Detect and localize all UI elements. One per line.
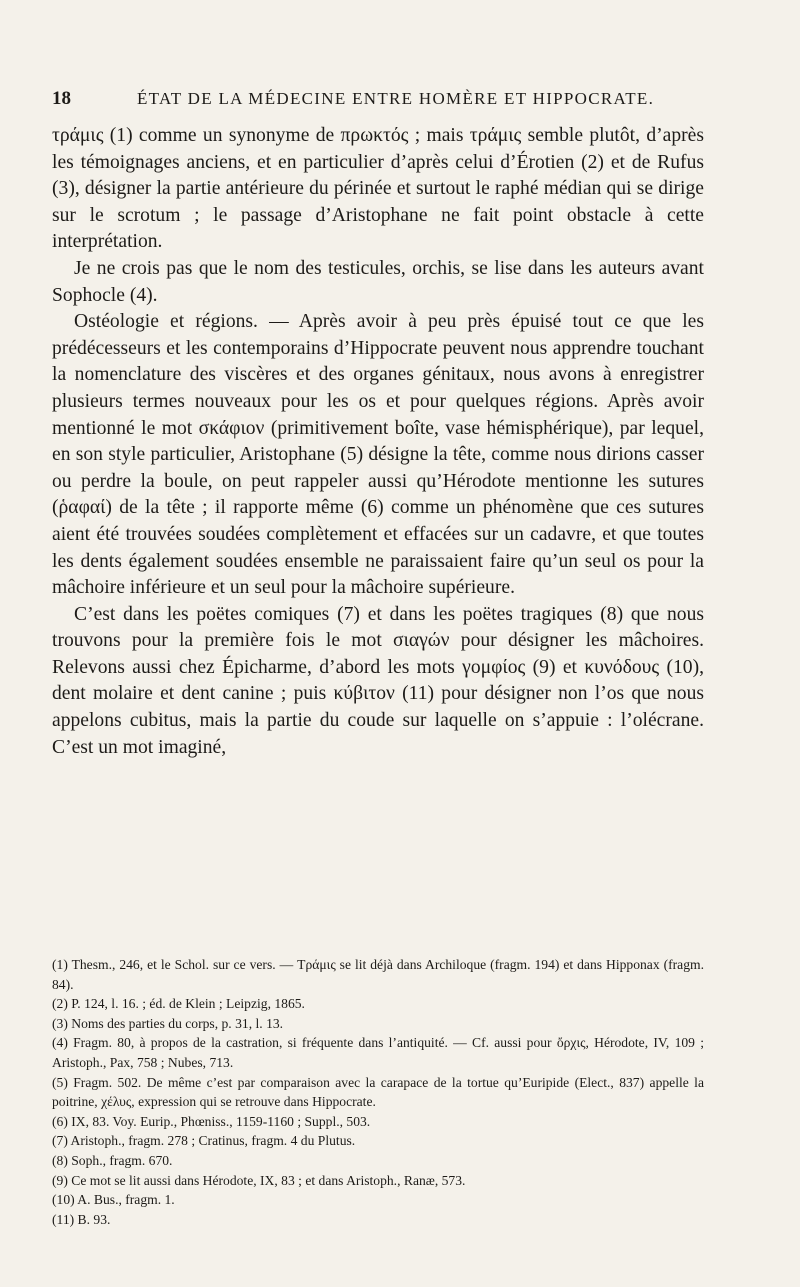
running-head: ÉTAT DE LA MÉDECINE ENTRE HOMÈRE ET HIPPOCRATE. xyxy=(137,89,655,108)
main-text xyxy=(52,123,704,761)
footnote-6: (6) IX, 83. Voy. Eurip., Phœniss., 1159-1160 ; Suppl., 503. xyxy=(52,1113,371,1129)
paragraph-3: Ostéologie et régions. — Après avoir à peu près épuisé tout ce que les prédécesseurs et les contemporains d’Hippocrate peuvent nous apprendre touchant la nomenclature des viscères et des organes génitaux, nous avons à enregistrer plusieurs termes nouveaux pour les os et pour quelques régions. Après avoir mentionné le mot σκάφιον (primitivement boîte, vase hémisphérique), par lequel, en son style particulier, Aristophane (5) désigne la tête, comme nous dirions casser ou perdre la boule, on peut rappeler aussi qu’Hérodote mentionne les sutures (ῥαφαί) de la tête ; il rapporte même (6) comme un phénomène que ces sutures aient été trouvées soudées complètement et effacées sur un cadavre, et que toutes les dents également soudées ensemble ne paraissaient faire qu’un seul os pour la mâchoire inférieure et un seul pour la mâchoire supérieure. xyxy=(52,311,704,599)
footnote-1: (1) Thesm., 246, et le Schol. sur ce vers. — Τράμις se lit déjà dans Archiloque (fragm. 194) et dans Hipponax (fragm. 84). xyxy=(52,957,704,992)
footnote-10: (10) A. Bus., fragm. 1. xyxy=(52,1192,175,1208)
footnote-4: (4) Fragm. 80, à propos de la castration, si fréquente dans l’antiquité. — Cf. aussi pour ὄρχις, Hérodote, IV, 109 ; Aristoph., Pax, 758 ; Nubes, 713. xyxy=(52,1035,704,1070)
footnote-2: (2) P. 124, l. 16. ; éd. de Klein ; Leipzig, 1865. xyxy=(52,996,305,1012)
page-number: 18 xyxy=(52,88,71,109)
footnotes xyxy=(52,955,704,1229)
paragraph-2: Je ne crois pas que le nom des testicules, orchis, se lise dans les auteurs avant Sophocle (4). xyxy=(52,257,704,306)
footnote-11: (11) B. 93. xyxy=(52,1211,111,1227)
footnote-3: (3) Noms des parties du corps, p. 31, l. 13. xyxy=(52,1015,284,1031)
paragraph-4: C’est dans les poëtes comiques (7) et dans les poëtes tragiques (8) que nous trouvons pour la première fois le mot σιαγών pour désigner les mâchoires. Relevons aussi chez Épicharme, d’abord les mots γομφίος (9) et κυνόδους (10), dent molaire et dent canine ; puis κύβιτον (11) pour désigner non l’os que nous appelons cubitus, mais la partie du coude sur laquelle on s’appuie : l’olécrane. C’est un mot imaginé, xyxy=(52,603,704,758)
footnote-8: (8) Soph., fragm. 670. xyxy=(52,1152,173,1168)
footnote-5: (5) Fragm. 502. De même c’est par comparaison avec la carapace de la tortue qu’Euripide (Elect., 837) appelle la poitrine, χέλυς, expression qui se retrouve dans Hippocrate. xyxy=(52,1074,704,1110)
footnote-9: (9) Ce mot se lit aussi dans Hérodote, IX, 83 ; et dans Aristoph., Ranæ, 573. xyxy=(52,1172,466,1188)
paragraph-1: τράμις (1) comme un synonyme de πρωκτός ; mais τράμις semble plutôt, d’après les témoignages anciens, et en particulier d’après celui d’Érotien (2) et de Rufus (3), désigner la partie antérieure du périnée et surtout le raphé médian qui se dirige sur le scrotum ; le passage d’Aristophane ne fait point obstacle à cette interprétation. xyxy=(52,125,704,253)
page-header xyxy=(52,88,702,110)
footnote-7: (7) Aristoph., fragm. 278 ; Cratinus, fragm. 4 du Plutus. xyxy=(52,1133,356,1149)
